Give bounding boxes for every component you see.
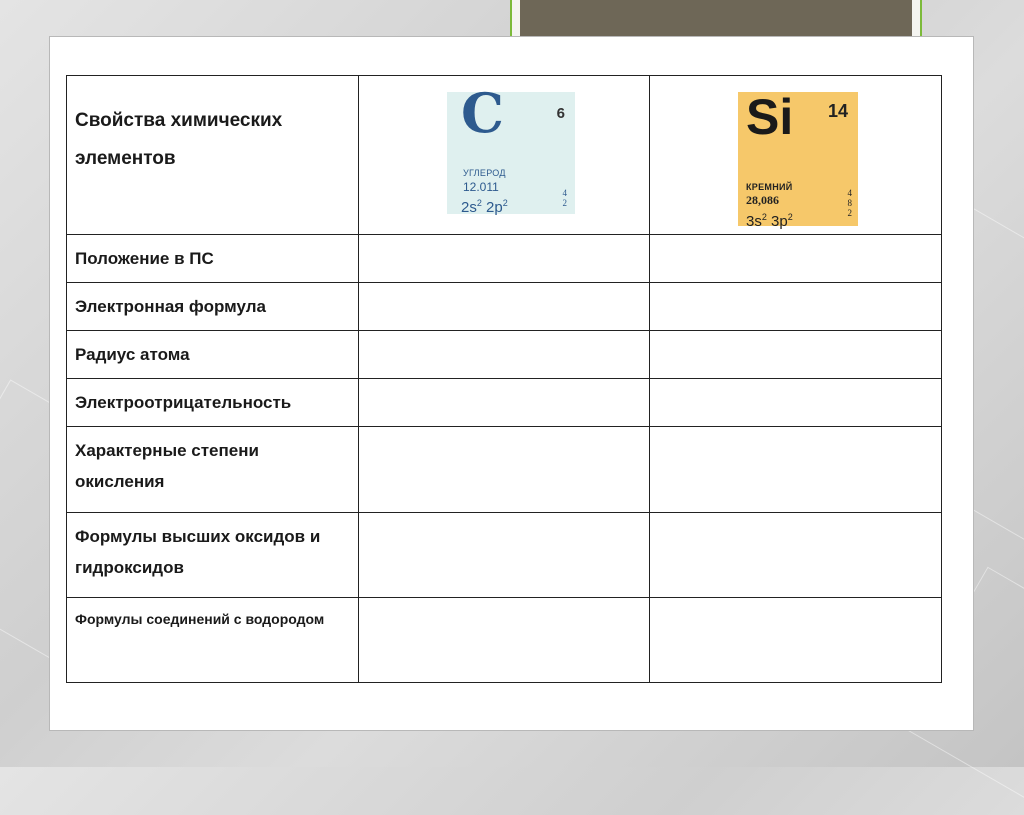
header-label-cell: Свойства химических элементов xyxy=(67,76,359,235)
table-cell-empty xyxy=(650,427,942,513)
atomic-mass: 28,086 xyxy=(746,193,779,207)
table-row xyxy=(67,331,942,379)
table-cell-empty xyxy=(650,235,942,283)
row-label: Электроотрицательность xyxy=(67,379,359,427)
row-label: Электронная формула xyxy=(67,283,359,331)
silicon-element-tile xyxy=(738,89,858,230)
carbon-cell xyxy=(359,76,650,235)
table-cell-empty xyxy=(650,331,942,379)
table-cell-empty xyxy=(359,235,650,283)
table-cell-empty xyxy=(359,379,650,427)
electron-config: $2s^2$ $2p^2$ xyxy=(461,198,508,216)
table-cell-empty xyxy=(650,379,942,427)
element-symbol: C xyxy=(461,81,504,145)
silicon-cell xyxy=(650,76,942,235)
table-cell-empty xyxy=(359,331,650,379)
table-cell-empty xyxy=(359,283,650,331)
element-symbol: Si xyxy=(746,89,794,145)
table-row xyxy=(67,513,942,598)
table-header-row xyxy=(67,76,942,235)
properties-table xyxy=(66,75,942,683)
element-name: КРЕМНИЙ xyxy=(746,182,793,192)
row-label: Радиус атома xyxy=(67,331,359,379)
table-cell-empty xyxy=(359,513,650,598)
atomic-number: 6 xyxy=(556,105,565,122)
element-name: УГЛЕРОД xyxy=(463,168,506,178)
row-label: Формулы высших оксидов и гидроксидов xyxy=(67,513,359,598)
table-cell-empty xyxy=(359,598,650,683)
table-row xyxy=(67,235,942,283)
table-row xyxy=(67,427,942,513)
electron-config: $3s^2$ $3p^2$ xyxy=(746,212,793,230)
table-cell-empty xyxy=(650,513,942,598)
row-label: Положение в ПС xyxy=(67,235,359,283)
table-row xyxy=(67,379,942,427)
atomic-number: 14 xyxy=(827,101,848,121)
table-cell-empty xyxy=(650,598,942,683)
shell-distribution: 4 8 2 xyxy=(847,188,852,218)
table-row xyxy=(67,283,942,331)
carbon-element-tile xyxy=(447,81,575,216)
table-cell-empty xyxy=(359,427,650,513)
table-row xyxy=(67,598,942,683)
atomic-mass: 12.011 xyxy=(463,180,499,194)
shell-distribution: 4 2 xyxy=(562,188,567,208)
table-cell-empty xyxy=(650,283,942,331)
row-label: Характерные степени окисления xyxy=(67,427,359,513)
row-label: Формулы соединений с водородом xyxy=(67,598,359,683)
